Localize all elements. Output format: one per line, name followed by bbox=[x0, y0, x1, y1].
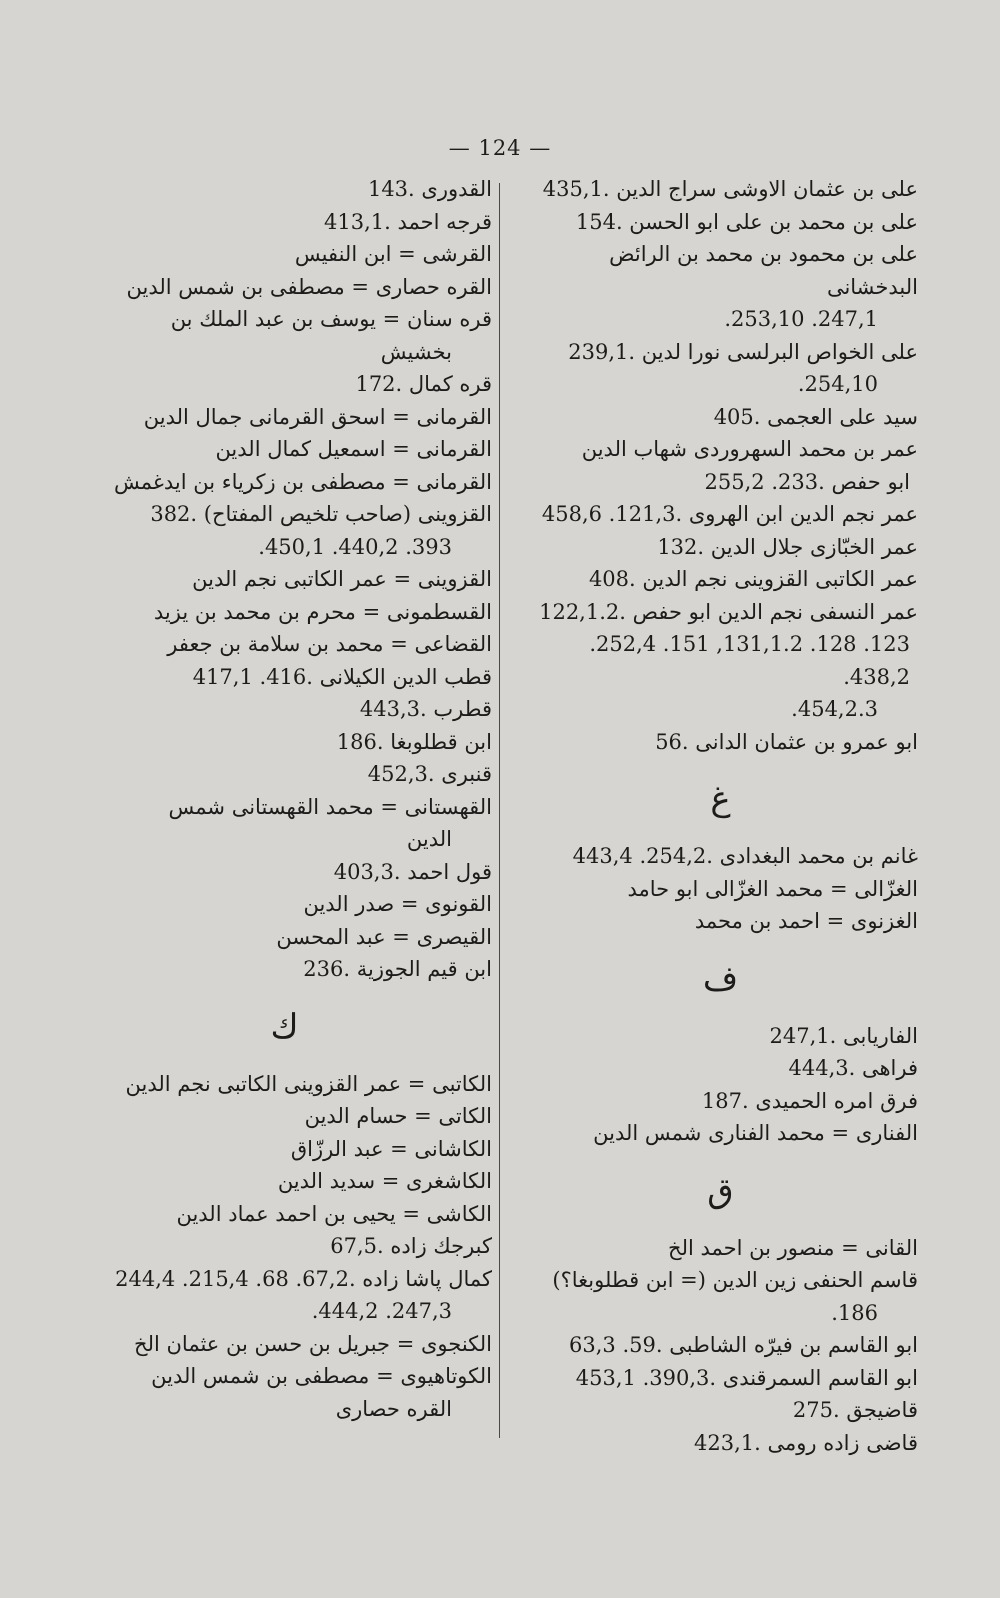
index-entry: عمر نجم الدين ابن الهروى .121,3. 458,6 bbox=[541, 502, 918, 526]
index-entry: الغزّالى = محمد الغزّالى ابو حامد bbox=[627, 876, 918, 901]
index-entry-continuation: ابو حفص .233. 255,2 bbox=[704, 469, 910, 494]
index-entry: الكاشغرى = سديد الدين bbox=[277, 1169, 492, 1193]
index-entry-continuation: 186. bbox=[831, 1300, 878, 1325]
index-entry: الكاشى = يحيى بن احمد عماد الدين bbox=[176, 1201, 492, 1226]
index-entry: قره كمال .172 bbox=[355, 372, 492, 396]
index-entry-continuation: القره حصارى bbox=[335, 1396, 452, 1421]
index-entry-continuation: بخشيش bbox=[380, 339, 452, 364]
index-entry: القدورى .143 bbox=[367, 177, 492, 201]
column-divider bbox=[499, 183, 500, 1438]
index-entry: على بن محمود بن محمد بن الرائض البدخشانى bbox=[602, 242, 918, 299]
index-entry: عمر الكاتبى القزوينى نجم الدين .408 bbox=[588, 567, 918, 591]
index-entry-continuation: 254,10. bbox=[797, 372, 878, 396]
index-entry: الفاريابى .247,1 bbox=[769, 1023, 918, 1048]
index-entry: القضاعى = محمد بن سلامة بن جعفر bbox=[167, 632, 492, 656]
index-entry: سيد على العجمى .405 bbox=[713, 404, 918, 429]
section-letter-kaf: ك bbox=[270, 1006, 299, 1047]
index-entry: القونوى = صدر الدين bbox=[303, 892, 492, 916]
index-entry: الكاتى = حسام الدين bbox=[304, 1104, 492, 1128]
index-entry-continuation: الدين bbox=[406, 827, 452, 851]
index-entry: ابو القاسم بن فيرّه الشاطبى .59. 63,3 bbox=[569, 1333, 918, 1357]
index-entry: قره سنان = يوسف بن عبد الملك بن bbox=[170, 307, 492, 331]
index-entry: غانم بن محمد البغدادى .254,2. 443,4 bbox=[572, 844, 918, 868]
index-entry: القرمانى = مصطفى بن زكرياء بن ايدغمش bbox=[114, 469, 492, 494]
index-entry: الفنارى = محمد الفنارى شمس الدين bbox=[593, 1121, 918, 1145]
index-entry: على الخواص البرلسى نورا لدين .239,1 bbox=[568, 339, 918, 364]
index-entry: قطرب .443,3 bbox=[359, 697, 492, 721]
page-number: — 124 — bbox=[448, 136, 552, 160]
index-entry: قاسم الحنفى زين الدين (= ابن قطلوبغا؟) bbox=[552, 1268, 918, 1292]
index-entry: الكوتاهيوى = مصطفى بن شمس الدين bbox=[151, 1364, 492, 1388]
index-entry: القيصرى = عبد المحسن bbox=[276, 924, 492, 949]
index-entry: كمال پاشا زاده .67,2. 68. 215,4. 244,4 bbox=[115, 1266, 492, 1291]
index-entry: قرجه احمد .413,1 bbox=[324, 209, 492, 234]
index-entry: القرمانى = اسحق القرمانى جمال الدين bbox=[143, 404, 492, 429]
index-entry: القره حصارى = مصطفى بن شمس الدين bbox=[126, 274, 492, 299]
index-entry: قطب الدين الكيلانى .416. 417,1 bbox=[192, 664, 492, 689]
index-entry: قاضى زاده رومى .423,1 bbox=[694, 1430, 918, 1455]
index-entry: القزوينى (صاحب تلخيص المفتاح) .382 bbox=[150, 502, 492, 526]
index-entry-continuation: 247,3. 444,2. bbox=[311, 1299, 452, 1323]
section-letter-fa: ف bbox=[702, 958, 739, 999]
index-entry: كبرجك زاده .67,5 bbox=[330, 1234, 492, 1258]
index-entry-continuation: 123. 128. 131,1.2, 151. 252,4. 438,2. bbox=[582, 632, 910, 689]
index-entry: الغزنوى = احمد بن محمد bbox=[694, 909, 918, 933]
index-entry: ابن قيم الجوزية .236 bbox=[303, 957, 492, 981]
index-entry: القهستانى = محمد القهستانى شمس bbox=[168, 794, 492, 819]
index-entry-continuation: 454,2.3. bbox=[791, 697, 878, 721]
index-entry: الكنجوى = جبريل بن حسن بن عثمان الخ bbox=[134, 1331, 492, 1356]
index-entry-continuation: 393. 440,2. 450,1. bbox=[258, 534, 452, 559]
index-entry: قنبرى .452,3 bbox=[367, 762, 492, 786]
index-entry: ابو عمرو بن عثمان الدانى .56 bbox=[655, 729, 918, 754]
index-entry: القرشى = ابن النفيس bbox=[294, 242, 492, 266]
index-entry: عمر بن محمد السهروردى شهاب الدين bbox=[581, 437, 918, 461]
index-entry: القانى = منصور بن احمد الخ bbox=[668, 1235, 918, 1260]
index-entry: القرمانى = اسمعيل كمال الدين bbox=[215, 437, 492, 461]
index-entry: الكاتبى = عمر القزوينى الكاتبى نجم الدين bbox=[125, 1071, 492, 1096]
index-entry: ابن قطلوبغا .186 bbox=[336, 729, 492, 754]
index-entry: قول احمد .403,3 bbox=[333, 859, 492, 884]
index-entry: فراهى .444,3 bbox=[788, 1056, 918, 1080]
index-entry: القزوينى = عمر الكاتبى نجم الدين bbox=[192, 567, 492, 591]
index-entry: عمر النسفى نجم الدين ابو حفص .122,1.2 bbox=[539, 599, 918, 624]
index-entry: قاضيجق .275 bbox=[792, 1398, 918, 1422]
index-entry: القسطمونى = محرم بن محمد بن يزيد bbox=[153, 599, 492, 624]
index-entry: ابو القاسم السمرقندى .390,3. 453,1 bbox=[575, 1365, 918, 1390]
index-entry: الكاشانى = عبد الرزّاق bbox=[290, 1136, 492, 1161]
index-entry: على بن محمد بن على ابو الحسن .154 bbox=[575, 209, 918, 234]
section-letter-qaf: ق bbox=[707, 1170, 734, 1211]
section-letter-ghain: غ bbox=[710, 779, 731, 819]
left-column bbox=[77, 173, 492, 1425]
right-column bbox=[523, 173, 918, 1459]
index-entry: عمر الخبّازى جلال الدين .132 bbox=[657, 534, 918, 559]
index-entry-continuation: 247,1. 253,10. bbox=[724, 307, 878, 331]
index-entry: فرق امره الحميدى .187 bbox=[701, 1088, 918, 1113]
index-entry: على بن عثمان الاوشى سراج الدين .435,1 bbox=[542, 177, 918, 201]
